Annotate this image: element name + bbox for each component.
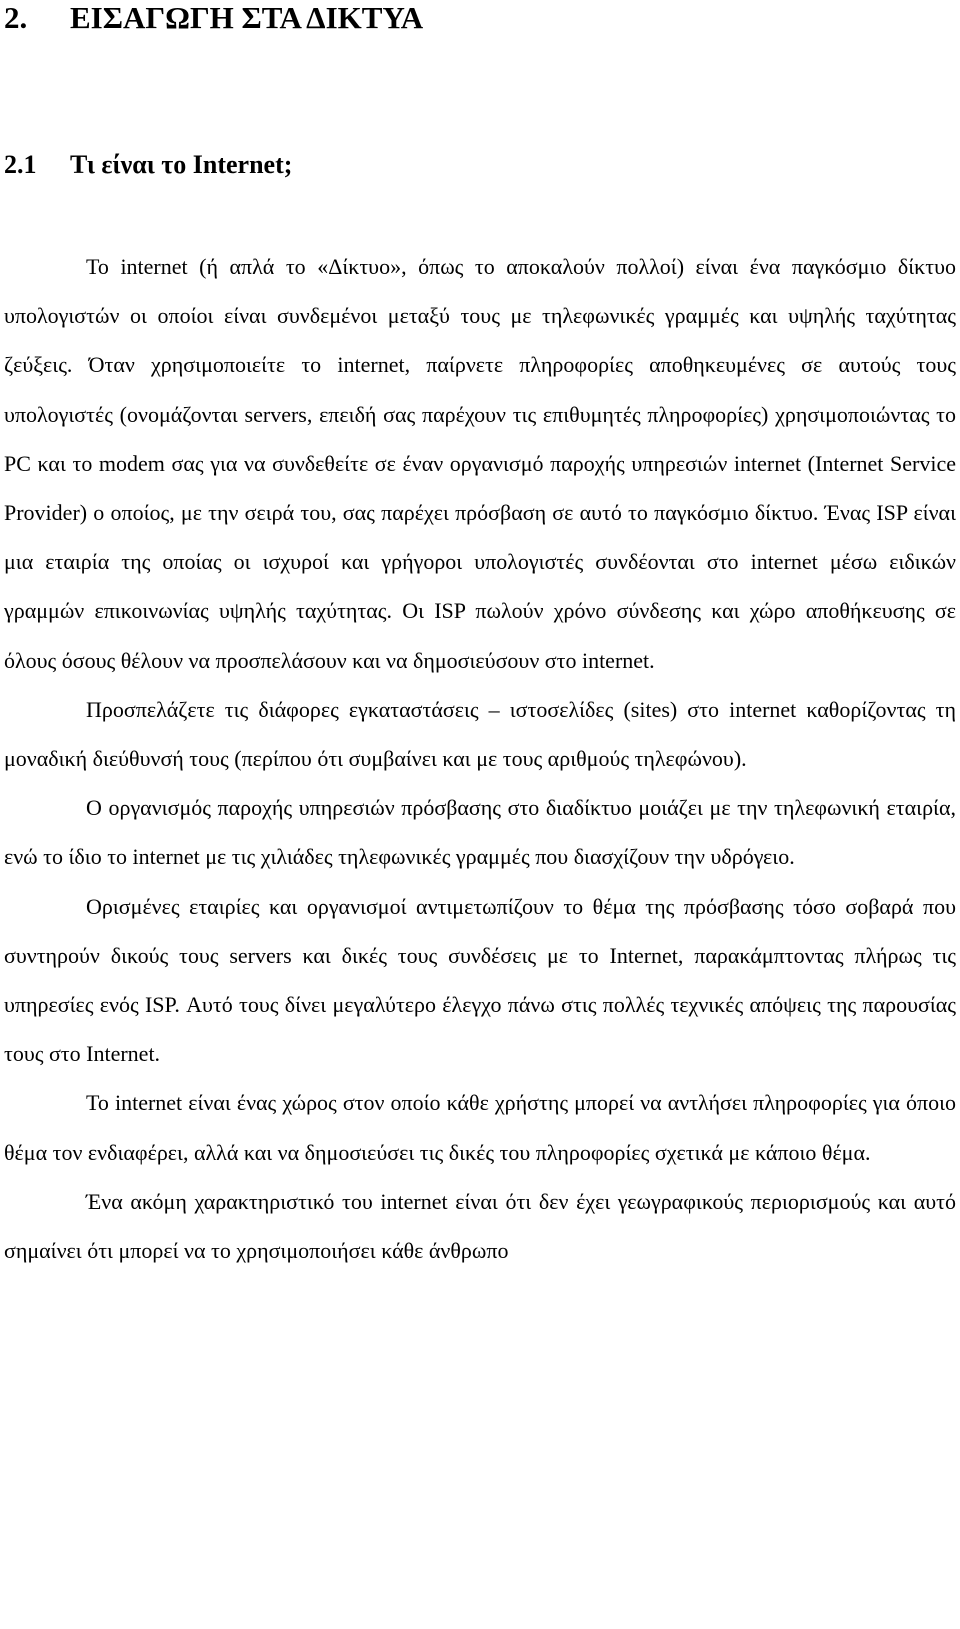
section-number: 2.1 [4, 150, 37, 179]
chapter-number: 2. [4, 0, 28, 35]
section-title: Τι είναι το Internet; [70, 150, 293, 179]
body-text [4, 242, 956, 1275]
paragraph: Προσπελάζετε τις διάφορες εγκαταστάσεις – ιστοσελίδες (sites) στο internet καθορίζοντας τη μοναδική διεύθυνσή τους (περίπου ότι συμβαίνει και με τους αριθμούς τηλεφώνου). [4, 696, 956, 772]
paragraph: Ένα ακόμη χαρακτηριστικό του internet είναι ότι δεν έχει γεωγραφικούς περιορισμούς και αυτό σημαίνει ότι μπορεί να το χρησιμοποιήσει κάθε άνθρωπο [4, 1188, 956, 1264]
section-heading [4, 150, 956, 180]
chapter-heading [4, 0, 956, 36]
chapter-title: ΕΙΣΑΓΩΓΗ ΣΤΑ ΔΙΚΤΥΑ [70, 0, 424, 35]
paragraph: Ορισμένες εταιρίες και οργανισμοί αντιμετωπίζουν το θέμα της πρόσβασης τόσο σοβαρά που συντηρούν δικούς τους servers και δικές τους συνδέσεις με το Internet, παρακάμπτοντας πλήρως τις υπηρεσίες ενός ISP. Αυτό τους δίνει μεγαλύτερο έλεγχο πάνω στις πολλές τεχνικές απόψεις της παρουσίας τους στο Internet. [4, 893, 957, 1067]
paragraph: Το internet (ή απλά το «Δίκτυο», όπως το αποκαλούν πολλοί) είναι ένα παγκόσμιο δίκτυο υπολογιστών οι οποίοι είναι συνδεμένοι μεταξύ τους με τηλεφωνικές γραμμές και υψηλής ταχύτητας ζεύξεις. Όταν χρησιμοποιείτε το internet, παίρνετε πληροφορίες αποθηκευμένες σε αυτούς τους υπολογιστές (ονομάζονται servers, επειδή σας παρέχουν τις επιθυμητές πληροφορίες) χρησιμοποιώντας το PC και το modem σας για να συνδεθείτε σε έναν οργανισμό παροχής υπηρεσιών internet (Internet Service Provider) ο οποίος, με την σειρά του, σας παρέχει πρόσβαση σε αυτό το παγκόσμιο δίκτυο. Ένας ISP είναι μια εταιρία της οποίας οι ισχυροί και γρήγοροι υπολογιστές συνδέονται στο internet μέσω ειδικών γραμμών επικοινωνίας υψηλής ταχύτητας. Οι ISP πωλούν χρόνο σύνδεσης και χώρο αποθήκευσης σε όλους όσους θέλουν να προσπελάσουν και να δημοσιεύσουν στο internet. [4, 254, 956, 673]
paragraph: Το internet είναι ένας χώρος στον οποίο κάθε χρήστης μπορεί να αντλήσει πληροφορίες για όποιο θέμα τον ενδιαφέρει, αλλά και να δημοσιεύσει τις δικές του πληροφορίες σχετικά με κάποιο θέμα. [4, 1090, 956, 1165]
paragraph: Ο οργανισμός παροχής υπηρεσιών πρόσβασης στο διαδίκτυο μοιάζει με την τηλεφωνική εταιρία, ενώ το ίδιο το internet με τις χιλιάδες τηλεφωνικές γραμμές που διασχίζουν την υδρόγειο. [4, 795, 956, 870]
